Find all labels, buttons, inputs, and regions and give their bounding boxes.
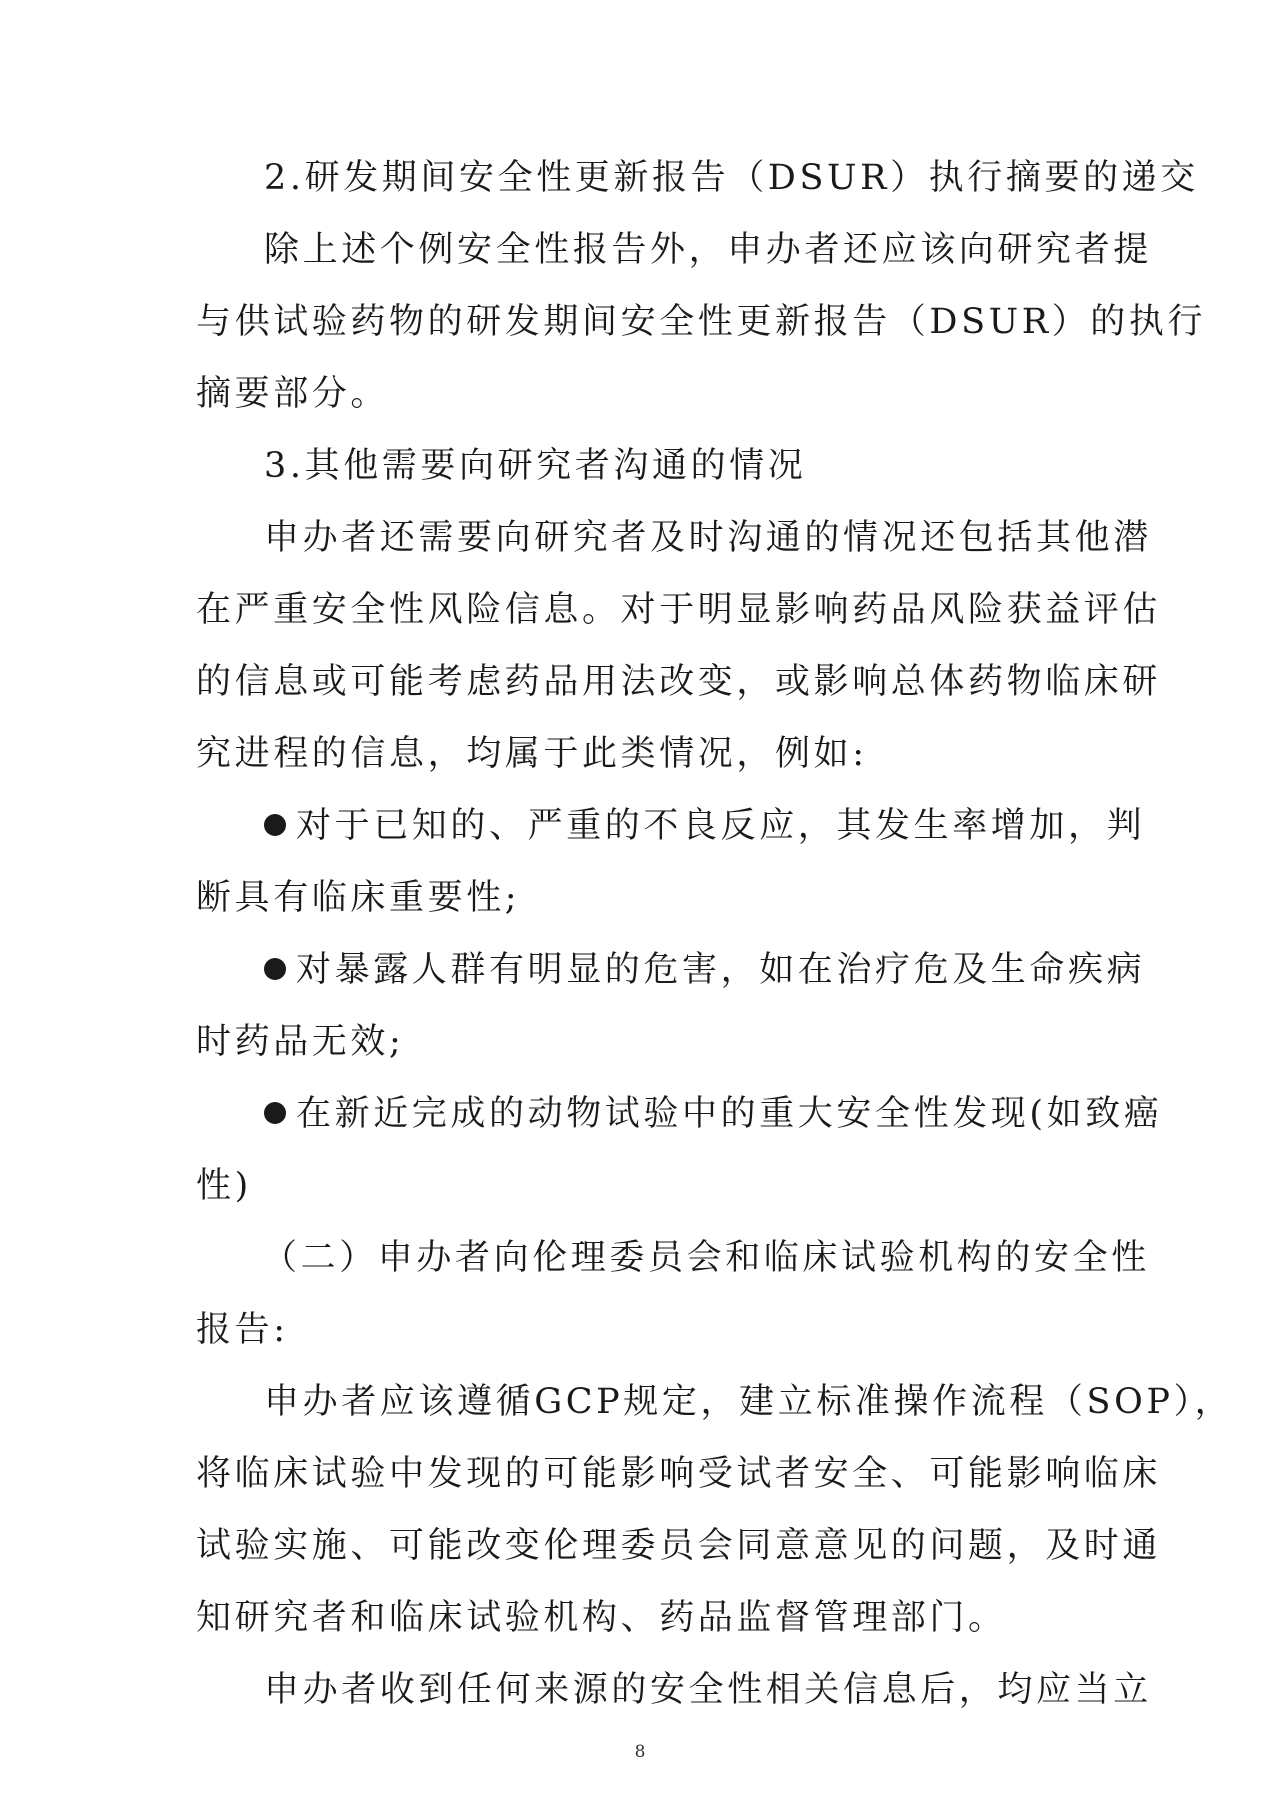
bullet-text: 在新近完成的动物试验中的重大安全性发现(如致癌 xyxy=(296,1094,1163,1134)
section-heading-other: 3.其他需要向研究者沟通的情况 xyxy=(264,446,807,486)
paragraph-line: 性) xyxy=(196,1166,252,1206)
bullet-text: 对暴露人群有明显的危害，如在治疗危及生命疾病 xyxy=(296,950,1146,990)
paragraph-line: 报告: xyxy=(196,1310,289,1350)
paragraph-line: 申办者应该遵循GCP规定，建立标准操作流程（SOP）， xyxy=(264,1382,1234,1422)
page-number: 8 xyxy=(634,1742,646,1762)
paragraph-line: 知研究者和临床试验机构、药品监督管理部门。 xyxy=(196,1598,1007,1638)
section-heading-dsur: 2.研发期间安全性更新报告（DSUR）执行摘要的递交 xyxy=(264,158,1199,198)
paragraph-line: 与供试验药物的研发期间安全性更新报告（DSUR）的执行 xyxy=(196,302,1207,342)
paragraph-line: 申办者还需要向研究者及时沟通的情况还包括其他潜 xyxy=(264,518,1152,558)
paragraph-line: 除上述个例安全性报告外，申办者还应该向研究者提 xyxy=(264,230,1152,270)
paragraph-line: 究进程的信息，均属于此类情况，例如: xyxy=(196,734,868,774)
bullet-icon xyxy=(264,958,286,980)
bullet-item xyxy=(264,1094,1163,1134)
paragraph-line: 摘要部分。 xyxy=(196,374,390,414)
paragraph-line: 断具有临床重要性; xyxy=(196,878,521,918)
paragraph-line: 申办者收到任何来源的安全性相关信息后，均应当立 xyxy=(264,1670,1152,1710)
bullet-item xyxy=(264,806,1146,846)
paragraph-line: 的信息或可能考虑药品用法改变，或影响总体药物临床研 xyxy=(196,662,1162,702)
paragraph-line: 时药品无效; xyxy=(196,1022,405,1062)
bullet-icon xyxy=(264,1102,286,1124)
bullet-icon xyxy=(264,814,286,836)
section-heading-ethics: （二）申办者向伦理委员会和临床试验机构的安全性 xyxy=(262,1238,1150,1278)
paragraph-line: 试验实施、可能改变伦理委员会同意意见的问题，及时通 xyxy=(196,1526,1162,1566)
bullet-item xyxy=(264,950,1146,990)
bullet-text: 对于已知的、严重的不良反应，其发生率增加，判 xyxy=(296,806,1146,846)
paragraph-line: 将临床试验中发现的可能影响受试者安全、可能影响临床 xyxy=(196,1454,1162,1494)
paragraph-line: 在严重安全性风险信息。对于明显影响药品风险获益评估 xyxy=(196,590,1162,630)
